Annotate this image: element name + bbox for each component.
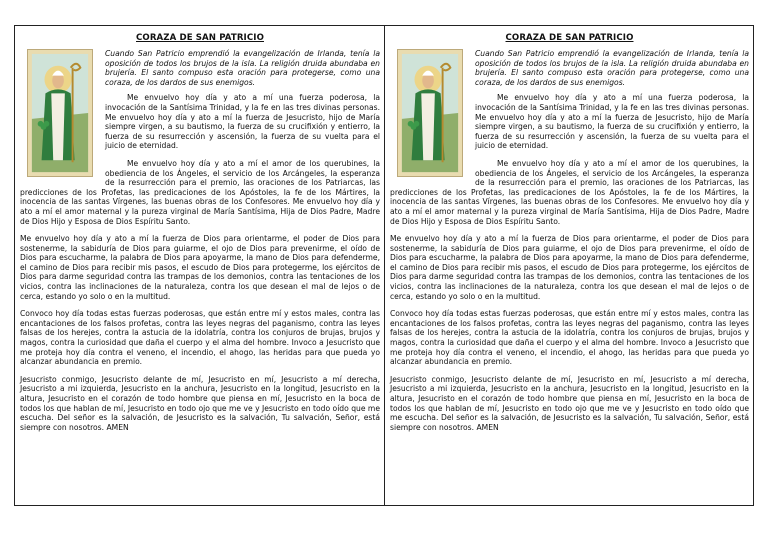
prayer-card-right	[384, 26, 753, 505]
saint-patrick-image	[27, 49, 93, 177]
prayer-sheet	[14, 25, 754, 506]
prayer-paragraph: Me envuelvo hoy día y ato a mí el amor de los querubines, la obediencia de los Ángeles, el servicio de los Arcángeles, la esperanza de la resurrección para el premio, las oraciones de los Patriarcas, las predicciones de los Profetas, las predicaciones de los Apóstoles, la fe de los Mártires, la inocencia de las santas Vírgenes, las buenas obras de los Confesores. Me envuelvo hoy día y ato a mí el amor maternal y la pureza virginal de María Santísima, Hija de Dios Padre, Madre de Dios Hijo y Esposa de Dios Espíritu Santo.	[390, 158, 749, 226]
prayer-paragraph: Me envuelvo hoy día y ato a mí el amor de los querubines, la obediencia de los Ángeles, el servicio de los Arcángeles, la esperanza de la resurrección para el premio, las oraciones de los Patriarcas, las predicciones de los Profetas, las predicaciones de los Apóstoles, la fe de los Mártires, la inocencia de las santas Vírgenes, las buenas obras de los Confesores. Me envuelvo hoy día y ato a mí el amor maternal y la pureza virginal de María Santísima, Hija de Dios Padre, Madre de Dios Hijo y Esposa de Dios Espíritu Santo.	[20, 158, 380, 226]
prayer-title: CORAZA DE SAN PATRICIO	[136, 33, 264, 43]
prayer-paragraph: Jesucristo conmigo, Jesucristo delante de mí, Jesucristo en mí, Jesucristo a mí derecha, Jesucristo a mi izquierda, Jesucristo en la anchura, Jesucristo en la longitud, Jesucristo en la altura, Jesucristo en el corazón de todo hombre que piensa en mí, Jesucristo en la boca de todos los que hablan de mí, Jesucristo en todo ojo que me ve y Jesucristo en todo oído que me escucha. Del señor es la salvación, de Jesucristo es la salvación, Tu salvación, Señor, está siempre con nosotros. AMEN	[20, 374, 380, 432]
prayer-intro: Cuando San Patricio emprendió la evangelización de Irlanda, tenía la oposición de todos los brujos de la isla. La religión druida abundaba en brujería. El santo compuso esta oración para protegerse, como una coraza, de los dardos de sus enemigos.	[475, 49, 749, 87]
prayer-paragraph: Jesucristo conmigo, Jesucristo delante de mí, Jesucristo en mí, Jesucristo a mí derecha, Jesucristo a mi izquierda, Jesucristo en la anchura, Jesucristo en la longitud, Jesucristo en la altura, Jesucristo en el corazón de todo hombre que piensa en mí, Jesucristo en la boca de todos los que hablan de mí, Jesucristo en todo ojo que me ve y Jesucristo en todo oído que me escucha. Del señor es la salvación, de Jesucristo es la salvación, Tu salvación, Señor, está siempre con nosotros. AMEN	[390, 374, 749, 432]
prayer-paragraph: Convoco hoy día todas estas fuerzas poderosas, que están entre mí y estos males, contra las encantaciones de los falsos profetas, contra las leyes negras del paganismo, contra las leyes falsas de los herejes, contra la astucia de la idolatría, contra los conjuros de brujas, brujos y magos, contra la curiosidad que daña el cuerpo y el alma del hombre. Invoco a Jesucristo que me proteja hoy día contra el veneno, el incendio, el ahogo, las heridas para que pueda yo alcanzar abundancia en premio.	[390, 309, 749, 367]
saint-patrick-image	[397, 49, 463, 177]
prayer-paragraph: Me envuelvo hoy día y ato a mí la fuerza de Dios para orientarme, el poder de Dios para sostenerme, la sabiduría de Dios para guiarme, el ojo de Dios para prevenirme, el oído de Dios para escucharme, la palabra de Dios para apoyarme, la mano de Dios para defenderme, el camino de Dios para recibir mis pasos, el escudo de Dios para protegerme, los ejércitos de Dios para darme seguridad contra las trampas de los demonios, contra las tentaciones de los vicios, contra las inclinaciones de la naturaleza, contra los que desean el mal de lejos o de cerca, estando yo solo o en la multitud.	[20, 234, 380, 301]
prayer-paragraph: Me envuelvo hoy día y ato a mí la fuerza de Dios para orientarme, el poder de Dios para sostenerme, la sabiduría de Dios para guiarme, el ojo de Dios para prevenirme, el oído de Dios para escucharme, la palabra de Dios para apoyarme, la mano de Dios para defenderme, el camino de Dios para recibir mis pasos, el escudo de Dios para protegerme, los ejércitos de Dios para darme seguridad contra las trampas de los demonios, contra las tentaciones de los vicios, contra las inclinaciones de la naturaleza, contra los que desean el mal de lejos o de cerca, estando yo solo o en la multitud.	[390, 234, 749, 301]
prayer-paragraph: Me envuelvo hoy día y ato a mí una fuerza poderosa, la invocación de la Santísima Trinidad, y la fe en las tres divinas personas. Me envuelvo hoy día y ato a mí la fuerza de Jesucristo, hijo de María siempre virgen, a su bautismo, la fuerza de su crucifixión y entierro, la fuerza de su resurrección y ascensión, la fuerza de su vuelta para el juicio de eternidad.	[105, 93, 380, 151]
prayer-paragraph: Me envuelvo hoy día y ato a mí una fuerza poderosa, la invocación de la Santísima Trinidad, y la fe en las tres divinas personas. Me envuelvo hoy día y ato a mí la fuerza de Jesucristo, hijo de María siempre virgen, a su bautismo, la fuerza de su crucifixión y entierro, la fuerza de su resurrección y ascensión, la fuerza de su vuelta para el juicio de eternidad.	[475, 93, 749, 151]
prayer-title: CORAZA DE SAN PATRICIO	[505, 33, 634, 43]
prayer-card-left	[15, 26, 384, 505]
prayer-intro: Cuando San Patricio emprendió la evangelización de Irlanda, tenía la oposición de todos los brujos de la isla. La religión druida abundaba en brujería. El santo compuso esta oración para protegerse, como una coraza, de los dardos de sus enemigos.	[105, 49, 380, 87]
prayer-paragraph: Convoco hoy día todas estas fuerzas poderosas, que están entre mí y estos males, contra las encantaciones de los falsos profetas, contra las leyes negras del paganismo, contra las leyes falsas de los herejes, contra la astucia de la idolatría, contra los conjuros de brujas, brujos y magos, contra la curiosidad que daña el cuerpo y el alma del hombre. Invoco a Jesucristo que me proteja hoy día contra el veneno, el incendio, el ahogo, las heridas para que pueda yo alcanzar abundancia en premio.	[20, 309, 380, 367]
